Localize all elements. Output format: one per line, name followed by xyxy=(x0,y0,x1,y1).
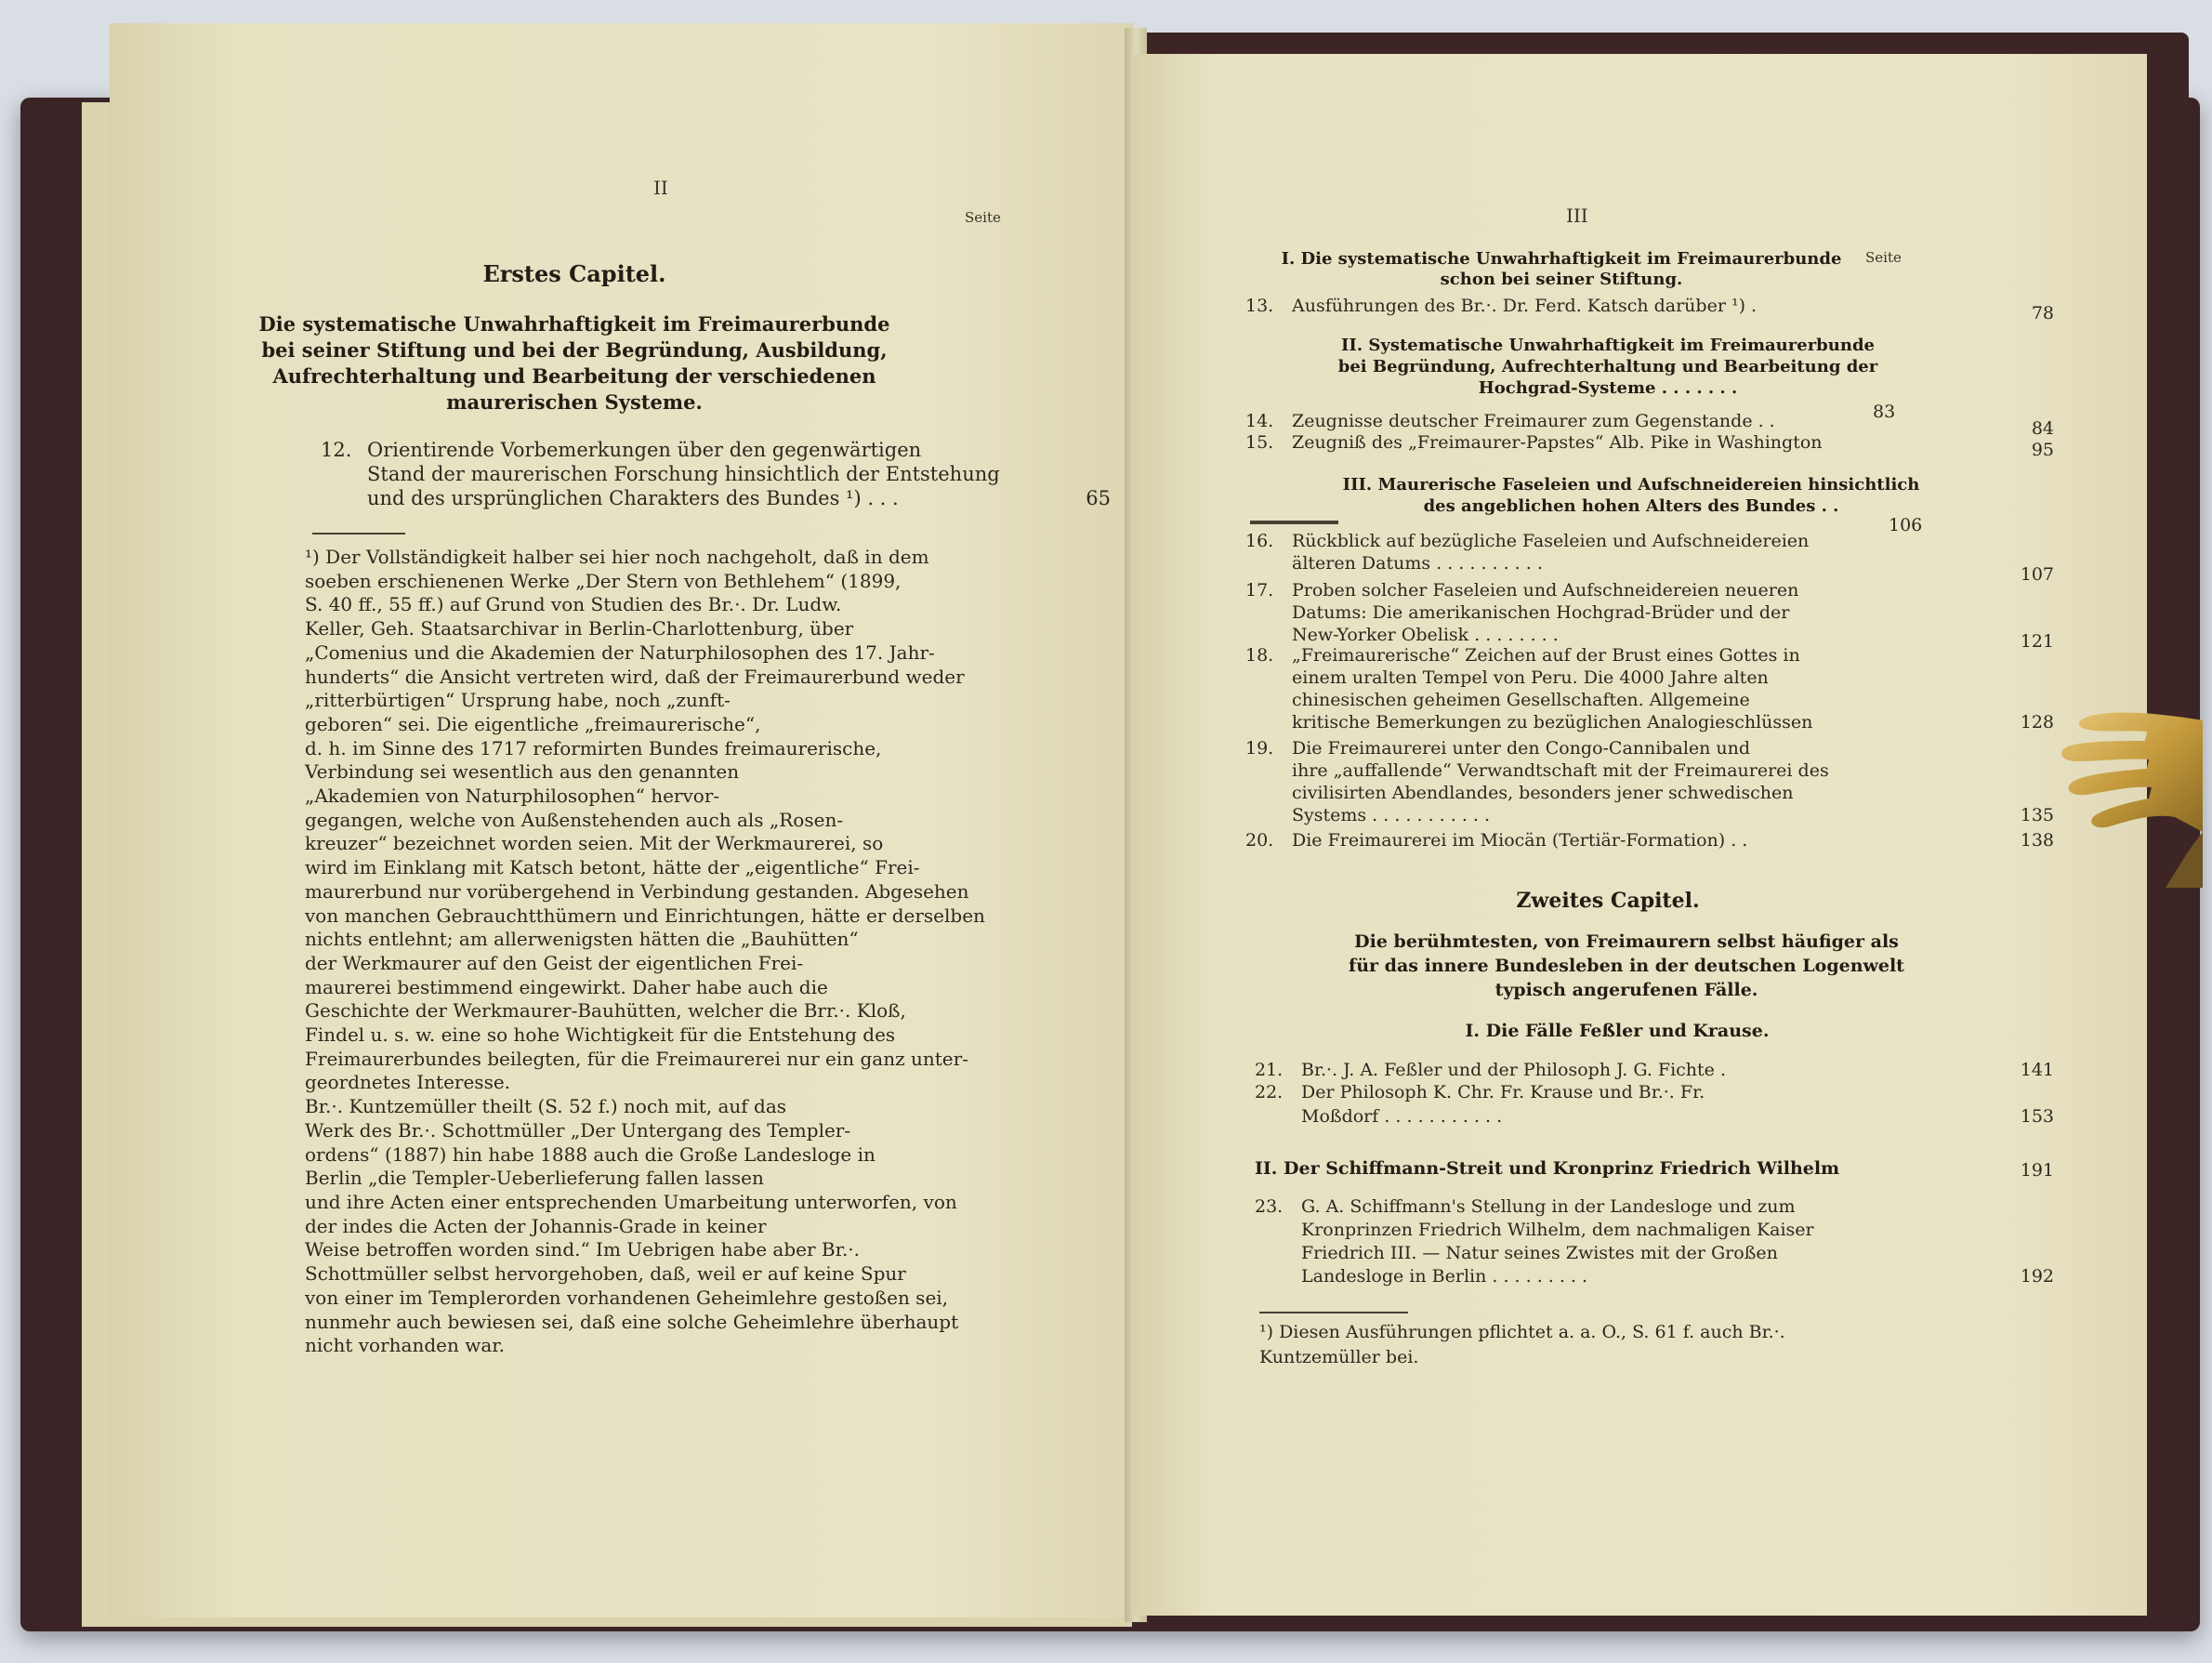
footnote-line: „Comenius und die Akademien der Naturphilosophen des 17. Jahr- xyxy=(305,640,935,664)
footnote-line: S. 40 ff., 55 ff.) auf Grund von Studien des Br.·. Dr. Ludw. xyxy=(305,593,842,616)
toc-entry-14: 14. Zeugnisse deutscher Freimaurer zum Gegenstande . . 84 xyxy=(1245,411,2054,439)
chapter-subtitle: Die systematische Unwahrhaftigkeit im Freimaurerbunde bei seiner Stiftung und bei der Begründung, Ausbildung, Aufrechterhaltung und Bearbeitung der verschiedenen maurerischen Systeme. xyxy=(258,312,890,414)
footnote-line: maurerei bestimmend eingewirkt. Daher habe auch die xyxy=(305,975,828,998)
footnote-rule xyxy=(1259,1312,1408,1313)
section-2-title: II. Systematische Unwahrhaftigkeit im Freimaurerbunde bei Begründung, Aufrechterhaltung und Bearbeitung der Hochgrad-Systeme . . . . . . . xyxy=(1337,336,1878,398)
section-3-title: III. Maurerische Faseleien und Aufschneidereien hinsichtlich des angeblichen hohen Alters des Bundes . . xyxy=(1342,475,1920,516)
footnote: ¹) Diesen Ausführungen pflichtet a. a. O., S. 61 f. auch Br.·. Kuntzemüller bei. xyxy=(1259,1322,1785,1367)
section-2-page: 83 xyxy=(1873,402,1896,422)
footnote-line: d. h. im Sinne des 1717 reformirten Bundes freimaurerische, xyxy=(305,736,882,759)
footnote-line: der Werkmaurer auf den Geist der eigentlichen Frei- xyxy=(305,951,804,974)
footnote-line: Keller, Geh. Staatsarchivar in Berlin-Charlottenburg, über xyxy=(305,617,854,640)
footnote-line: Schottmüller selbst hervorgehoben, daß, weil er auf keine Spur xyxy=(305,1262,906,1286)
footnote-line: Werk des Br.·. Schottmüller „Der Untergang des Templer- xyxy=(305,1118,851,1142)
footnote-line: der indes die Acten der Johannis-Grade in keiner xyxy=(305,1214,767,1237)
toc-entry-12: 12. Orientirende Vorbemerkungen über den gegenwärtigen Stand der maurerischen Forschung hinsichtlich der Entstehung und des ursprünglichen Charakters des Bundes ¹) . . . 65 xyxy=(321,439,1111,509)
toc-entry-17: 17. Proben solcher Faseleien und Aufschneidereien neueren Datums: Die amerikanischen Hochgrad-Brüder und der New-Yorker Obelisk . . . . . . . . 121 xyxy=(1245,580,2054,652)
toc-entry-15: 15. Zeugniß des „Freimaurer-Papstes“ Alb. Pike in Washington 95 xyxy=(1245,432,2054,460)
toc-entry-18: 18. „Freimaurerische“ Zeichen auf der Brust eines Gottes in einem uralten Tempel von Peru. Die 4000 Jahre alten chinesischen geheimen Gesellschaften. Allgemeine kritische Bemerkungen zu bezüglichen Analogieschlüssen 128 xyxy=(1245,645,2054,733)
section-schiffmann-page: 191 xyxy=(2020,1160,2054,1181)
page-number: III xyxy=(1566,205,1588,227)
footnote-line: Geschichte der Werkmaurer-Bauhütten, welcher die Brr.·. Kloß, xyxy=(305,999,906,1023)
footnote-line: hunderts“ die Ansicht vertreten wird, daß der Freimaurerbund weder xyxy=(305,665,965,688)
toc-entry-16: 16. Rückblick auf bezügliche Faseleien und Aufschneidereien älteren Datums . . . . . . . . . . 107 xyxy=(1245,531,2054,585)
toc-entry-22: 22. Der Philosoph K. Chr. Fr. Krause und Br.·. Fr. Moßdorf . . . . . . . . . . . 153 xyxy=(1255,1082,2054,1127)
section-rule xyxy=(1250,521,1338,524)
footnote-line: geordnetes Interesse. xyxy=(305,1071,511,1094)
footnote-line: ¹) Der Vollständigkeit halber sei hier noch nachgeholt, daß in dem xyxy=(305,546,929,568)
footnote-line: Br.·. Kuntzemüller theilt (S. 52 f.) noch mit, auf das xyxy=(305,1095,787,1118)
footnote-line: nicht vorhanden war. xyxy=(305,1334,505,1357)
footnote-line: Berlin „die Templer-Ueberlieferung fallen lassen xyxy=(305,1167,764,1190)
section-fessler-title: I. Die Fälle Feßler und Krause. xyxy=(1465,1021,1770,1041)
footnote-line: wird im Einklang mit Katsch betont, hätte der „eigentliche“ Frei- xyxy=(305,856,920,879)
footnote-line: „Akademien von Naturphilosophen“ hervor- xyxy=(305,785,720,808)
page-number: II xyxy=(653,177,668,199)
chapter-title: Erstes Capitel. xyxy=(482,260,666,287)
footnote-line: kreuzer“ bezeichnet worden seien. Mit der Werkmaurerei, so xyxy=(305,832,884,855)
footnote-line: maurerbund nur vorübergehend in Verbindung gestanden. Abgesehen xyxy=(305,879,969,903)
footnote-line: Findel u. s. w. eine so hohe Wichtigkeit für die Entstehung des xyxy=(305,1023,896,1047)
footnote-line: Verbindung sei wesentlich aus den genannten xyxy=(305,760,740,784)
footnote-line: Freimaurerbundes beilegten, für die Freimaurerei nur ein ganz unter- xyxy=(305,1047,968,1070)
section-schiffmann-title: II. Der Schiffmann-Streit und Kronprinz Friedrich Wilhelm xyxy=(1255,1158,1840,1179)
brass-hand-page-holder xyxy=(2045,693,2203,888)
footnote-line: „ritterbürtigen“ Ursprung habe, noch „zunft- xyxy=(305,689,731,712)
toc-entry-13: 13. Ausführungen des Br.·. Dr. Ferd. Katsch darüber ¹) . 78 xyxy=(1245,296,2054,323)
chapter-2-subtitle: Die berühmtesten, von Freimaurern selbst häufiger als für das innere Bundesleben in der deutschen Logenwelt typisch angerufenen Fälle. xyxy=(1349,931,1904,1000)
seite-label: Seite xyxy=(1865,249,1902,266)
footnote-line: geboren“ sei. Die eigentliche „freimaurerische“, xyxy=(305,712,761,735)
toc-entry-19: 19. Die Freimaurerei unter den Congo-Cannibalen und ihre „auffallende“ Verwandtschaft mit der Freimaurerei des civilisirten Abendlandes, besonders jener schwedischen Systems . . . . . . . . . . . 135 xyxy=(1245,738,2054,825)
section-1-title: I. Die systematische Unwahrhaftigkeit im Freimaurerbunde schon bei seiner Stiftung. xyxy=(1281,249,1842,289)
footnote-line: und ihre Acten einer entsprechenden Umarbeitung unterworfen, von xyxy=(305,1190,957,1213)
footnote-line: Weise betroffen worden sind.“ Im Uebrigen habe aber Br.·. xyxy=(305,1238,861,1261)
footnote xyxy=(305,546,985,1358)
footnote-line: gegangen, welche von Außenstehenden auch als „Rosen- xyxy=(305,808,844,831)
footnote-line: ordens“ (1887) hin habe 1888 auch die Große Landesloge in xyxy=(305,1142,876,1166)
right-page xyxy=(1134,54,2147,1616)
footnote-line: nunmehr auch bewiesen sei, daß eine solche Geheimlehre überhaupt xyxy=(305,1310,959,1333)
footnote-rule xyxy=(312,533,405,535)
footnote-line: soeben erschienenen Werke „Der Stern von Bethlehem“ (1899, xyxy=(305,569,902,592)
chapter-2-title: Zweites Capitel. xyxy=(1516,889,1700,913)
toc-entry-23: 23. G. A. Schiffmann's Stellung in der Landesloge und zum Kronprinzen Friedrich Wilhelm, dem nachmaligen Kaiser Friedrich III. — Natur seines Zwistes mit der Großen Landesloge in Berlin . . . . . . . . . 192 xyxy=(1255,1196,2054,1287)
footnote-line: nichts entlehnt; am allerwenigsten hätten die „Bauhütten“ xyxy=(305,928,859,951)
footnote-line: von einer im Templerorden vorhandenen Geheimlehre gestoßen sei, xyxy=(305,1286,949,1309)
footnote-line: von manchen Gebrauchtthümern und Einrichtungen, hätte er derselben xyxy=(305,904,985,927)
left-page xyxy=(110,23,1134,1617)
toc-entry-21: 21. Br.·. J. A. Feßler und der Philosoph J. G. Fichte . 141 xyxy=(1255,1060,2054,1080)
toc-entry-20: 20. Die Freimaurerei im Miocän (Tertiär-Formation) . . 138 xyxy=(1245,830,2054,851)
section-3-page: 106 xyxy=(1889,515,1923,535)
seite-label: Seite xyxy=(965,209,1001,226)
